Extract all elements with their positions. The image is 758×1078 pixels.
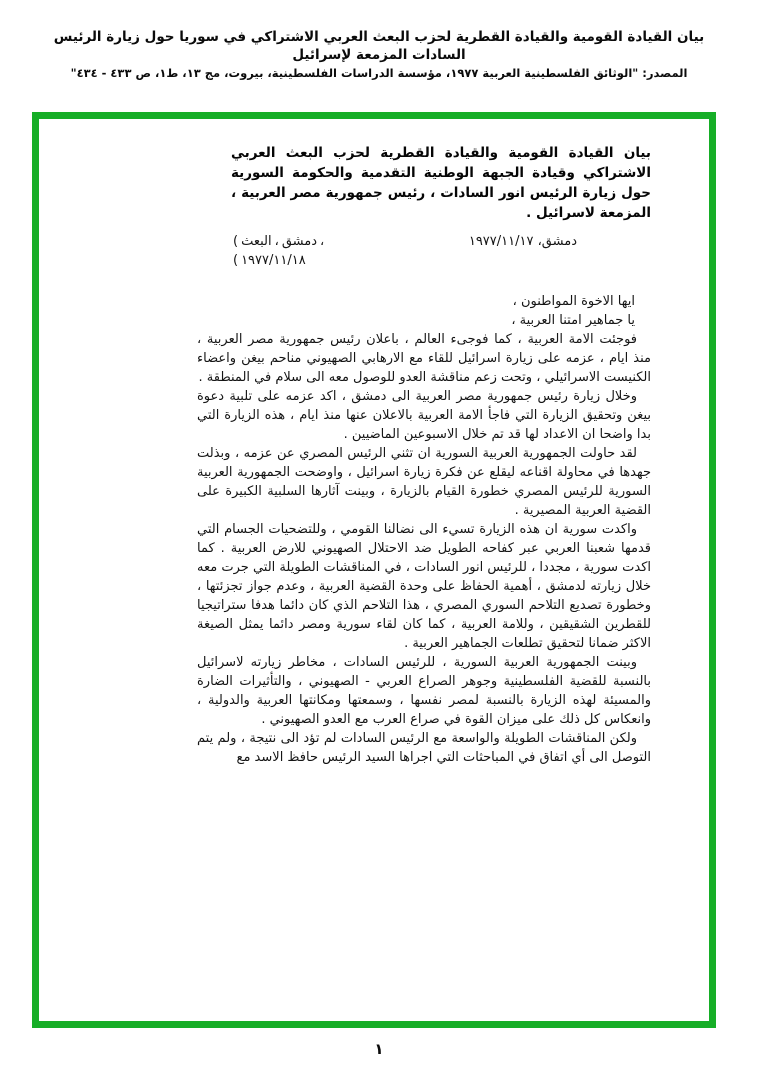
header-source: المصدر: "الوثائق الفلسطينية العربية ١٩٧٧، مؤسسة الدراسات الفلسطينية، بيروت، مج ١٣، ط١، ص ٤٣٣ - ٤٣٤" [70,66,688,80]
header-title: بيان القيادة القومية والقيادة القطرية لحزب البعث العربي الاشتراكي في سوريا حول زيارة الرئيس السادات المزمعة لإسرائيل [53,29,705,63]
document-content [197,143,651,767]
page-number: ١ [374,1040,384,1058]
citation-line-1 [233,232,324,251]
body-paragraph: وبينت الجمهورية العربية السورية ، للرئيس السادات ، مخاطر زيارته لاسرائيل بالنسبة للقضية الفلسطينية وجوهر الصراع العربي - الصهيوني ، والتأثيرات الضارة والمسيئة لهذه الزيارة بالنسبة لمصر نفسها ، وسمعتها ومكانتها العربية والدولية ، وانعكاس كل ذلك على ميزان القوة في صراع العرب مع العدو الصهيوني . [197,655,651,727]
greeting-line: ايها الاخوة المواطنون ، [512,294,635,309]
dateline [197,232,651,270]
citation-segment: ( [233,234,239,249]
body-paragraph: واكدت سورية ان هذه الزيارة تسيء الى نضالنا القومي ، وللتضحيات الجسام التي قدمها شعبنا العربي عبر كفاحه الطويل ضد الاحتلال الصهيوني للارض العربية . كما اكدت سورية ، مجددا ، للرئيس انور السادات ، في المناقشات الطويلة التي جرت معه خلال زيارته لدمشق ، أهمية الحفاظ على وحدة القضية العربية ، وعدم جواز تجزئتها ، وخطورة تصديع التلاحم السوري المصري ، هذا التلاحم الذي كان دائما هدفا ستراتيجيا للقطرين الشقيقين ، وللامة العربية ، كما كان لقاء سورية ومصر دائما يمثل الصيغة الاكثر ضمانا لتحقيق تطلعات الجماهير العربية . [197,522,651,651]
body-paragraph: فوجئت الامة العربية ، كما فوجىء العالم ، باعلان رئيس جمهورية مصر العربية ، منذ ايام ، عزمه على زيارة اسرائيل للقاء مع الارهابي الصهيوني مناحم بيغن واعضاء الكنيست الاسرائيلي ، وتحت زعم مناقشة العدو للوصول معه الى سلام في المنطقة . [197,332,651,385]
citation-segment: ١٩٧٧/١١/١٨ [241,253,306,268]
citation-segment: البعث [241,234,272,249]
greeting-line: يا جماهير امتنا العربية ، [511,313,635,328]
greetings [197,292,651,330]
document-frame [32,112,716,1028]
dateline-place-date: دمشق، ١٩٧٧/١١/١٧ [468,234,577,249]
citation-segment: ، [320,234,325,249]
citation-segment: ( [233,253,239,268]
document-body [197,330,651,767]
body-paragraph: وخلال زيارة رئيس جمهورية مصر العربية الى دمشق ، اكد عزمه على تلبية دعوة بيغن وتحقيق الزيارة التي فاجأ الامة العربية بالاعلان عنها منذ ايام ، هذه الزيارة التي بدا واضحا ان الاعداد لها قد تم خلال الاسبوعين الماضيين . [197,389,651,442]
body-paragraph: ولكن المناقشات الطويلة والواسعة مع الرئيس السادات لم تؤد الى نتيجة ، ولم يتم التوصل الى أي اتفاق في المباحثات التي اجراها السيد الرئيس حافظ الاسد مع [197,731,651,765]
document-title: بيان القيادة القومية والقيادة القطرية لحزب البعث العربي الاشتراكي وقيادة الجبهة الوطنية التقدمية والحكومة السورية حول زيارة الرئيس انور السادات ، رئيس جمهورية مصر العربية ، المزمعة لاسرائيل . [231,145,651,221]
citation-segment: دمشق [281,234,318,249]
citation-line-2 [233,251,324,270]
citation-segment: ، [274,234,279,249]
source-citation [233,232,324,270]
body-paragraph: لقد حاولت الجمهورية العربية السورية ان تثني الرئيس المصري عن عزمه ، وبذلت جهدها في محاولة اقناعه ليقلع عن فكرة زيارة اسرائيل ، واوضحت الجمهورية العربية السورية للرئيس المصري خطورة القيام بالزيارة ، وبينت آثارها السلبية الكبيرة على القضية العربية المصيرية . [197,446,651,518]
